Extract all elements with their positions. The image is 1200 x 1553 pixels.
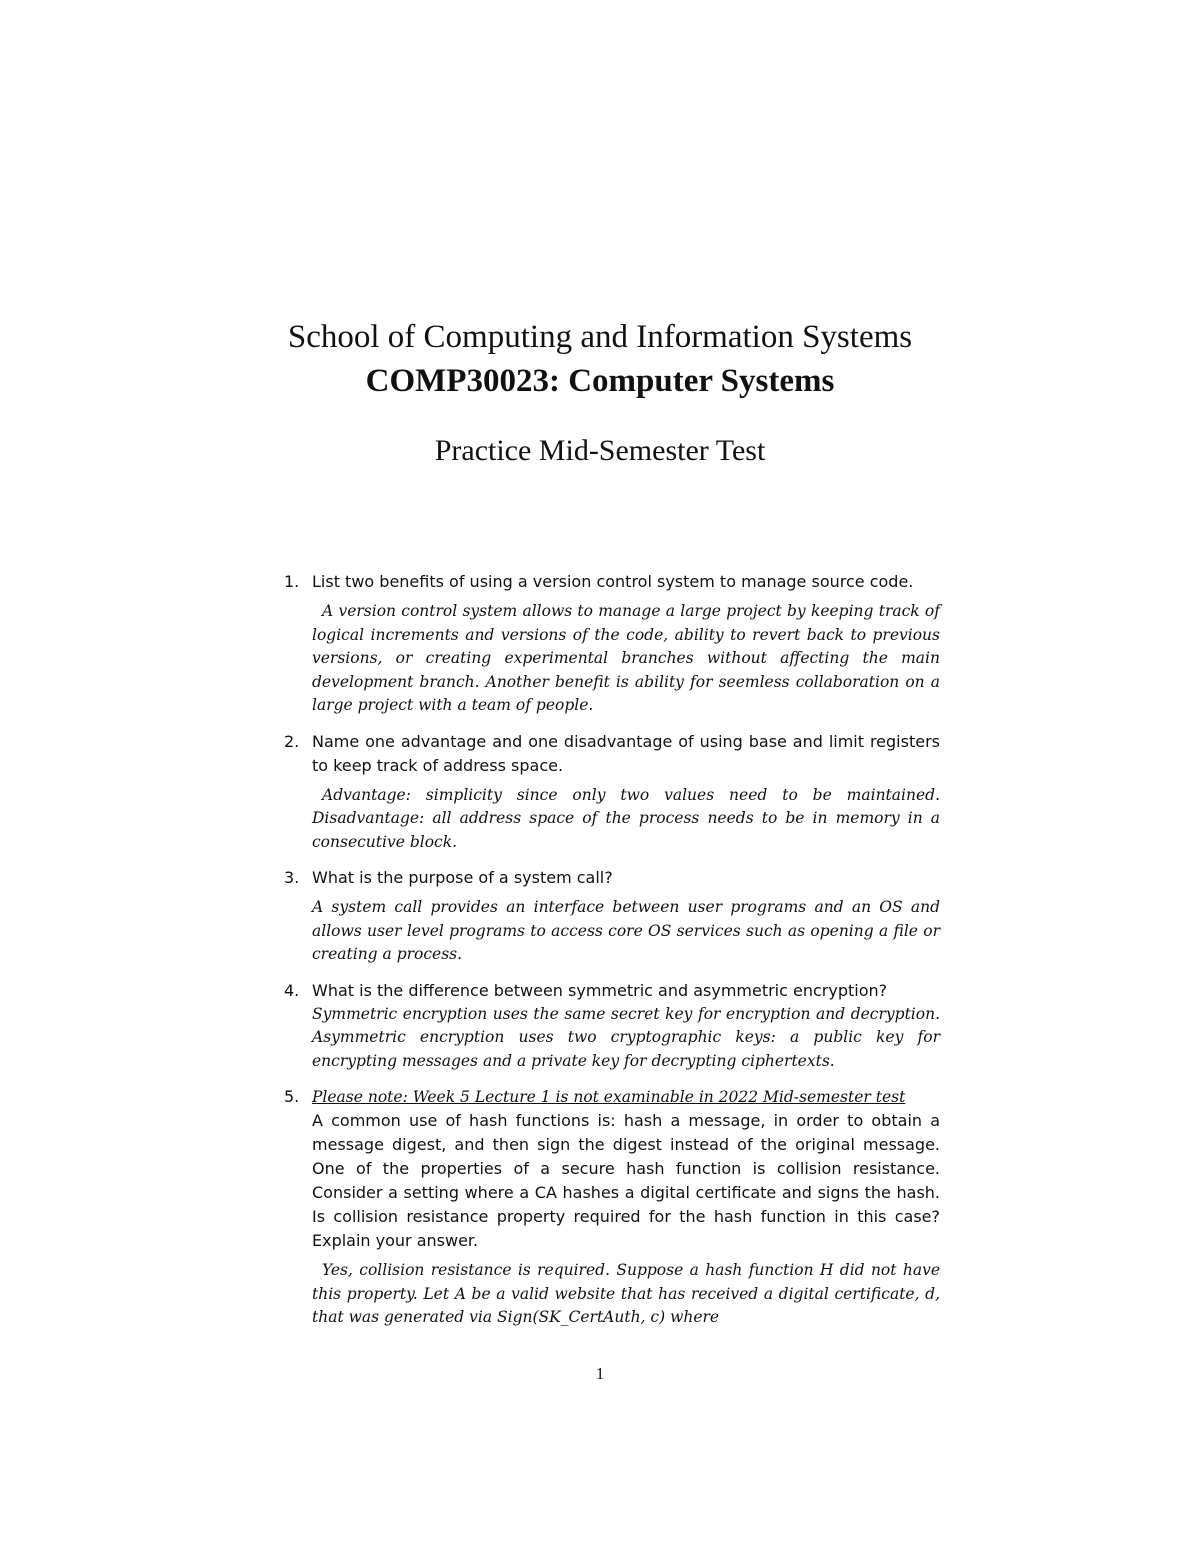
- question-item-5: [284, 1085, 940, 1330]
- question-item-1: [284, 570, 940, 718]
- question-text: A common use of hash functions is: hash a message, in order to obtain a message digest, and then sign the digest instead of the original message. One of the properties of a secure hash function is collision resistance. Consider a setting where a CA hashes a digital certificate and signs the hash. Is collision resistance property required for the hash function in this case? Explain your answer.: [312, 1111, 940, 1250]
- question-number: 5.: [284, 1087, 300, 1106]
- question-number: 2.: [284, 731, 300, 751]
- question-item-2: [284, 730, 940, 855]
- question-number: 4.: [284, 980, 300, 1000]
- question-list: [284, 570, 940, 1342]
- test-subtitle: Practice Mid-Semester Test: [434, 434, 766, 467]
- question-number: 3.: [284, 868, 300, 887]
- title-block: [0, 315, 1200, 471]
- exam-note: Please note: Week 5 Lecture 1 is not examinable in 2022 Mid-semester test: [312, 1088, 906, 1106]
- question-text: Name one advantage and one disadvantage of using base and limit registers to keep track of address space.: [312, 731, 940, 775]
- question-number: 1.: [284, 572, 300, 591]
- question-item-4: [284, 979, 940, 1074]
- question-text: What is the difference between symmetric and asymmetric encryption?: [312, 980, 888, 1000]
- answer-text: Symmetric encryption uses the same secret key for encryption and decryption. Asymmetric encryption uses two cryptographic keys: a public key for encrypting messages and a private key for decrypting ciphertexts.: [312, 1004, 940, 1070]
- school-name: School of Computing and Information Systems: [287, 319, 913, 355]
- question-text: What is the purpose of a system call?: [312, 868, 613, 887]
- answer-text: A system call provides an interface between user programs and an OS and allows user level programs to access core OS services such as opening a file or creating a process.: [312, 898, 940, 963]
- answer-text: Yes, collision resistance is required. Suppose a hash function H did not have this property. Let A be a valid website that has received a digital certificate, d, that was generated via Sign(SK_CertAuth, c) where: [312, 1261, 940, 1326]
- question-item-3: [284, 866, 940, 967]
- page-number: 1: [595, 1364, 605, 1383]
- answer-text: A version control system allows to manage a large project by keeping track of logical increments and versions of the code, ability to revert back to previous versions, or creating experimental branches without affecting the main development branch. Another benefit is ability for seemless collaboration on a large project with a team of people.: [312, 602, 940, 714]
- course-title: COMP30023: Computer Systems: [365, 363, 835, 399]
- question-text: List two benefits of using a version control system to manage source code.: [312, 572, 914, 591]
- answer-text: Advantage: simplicity since only two values need to be maintained. Disadvantage: all address space of the process needs to be in memory in a consecutive block.: [312, 785, 940, 851]
